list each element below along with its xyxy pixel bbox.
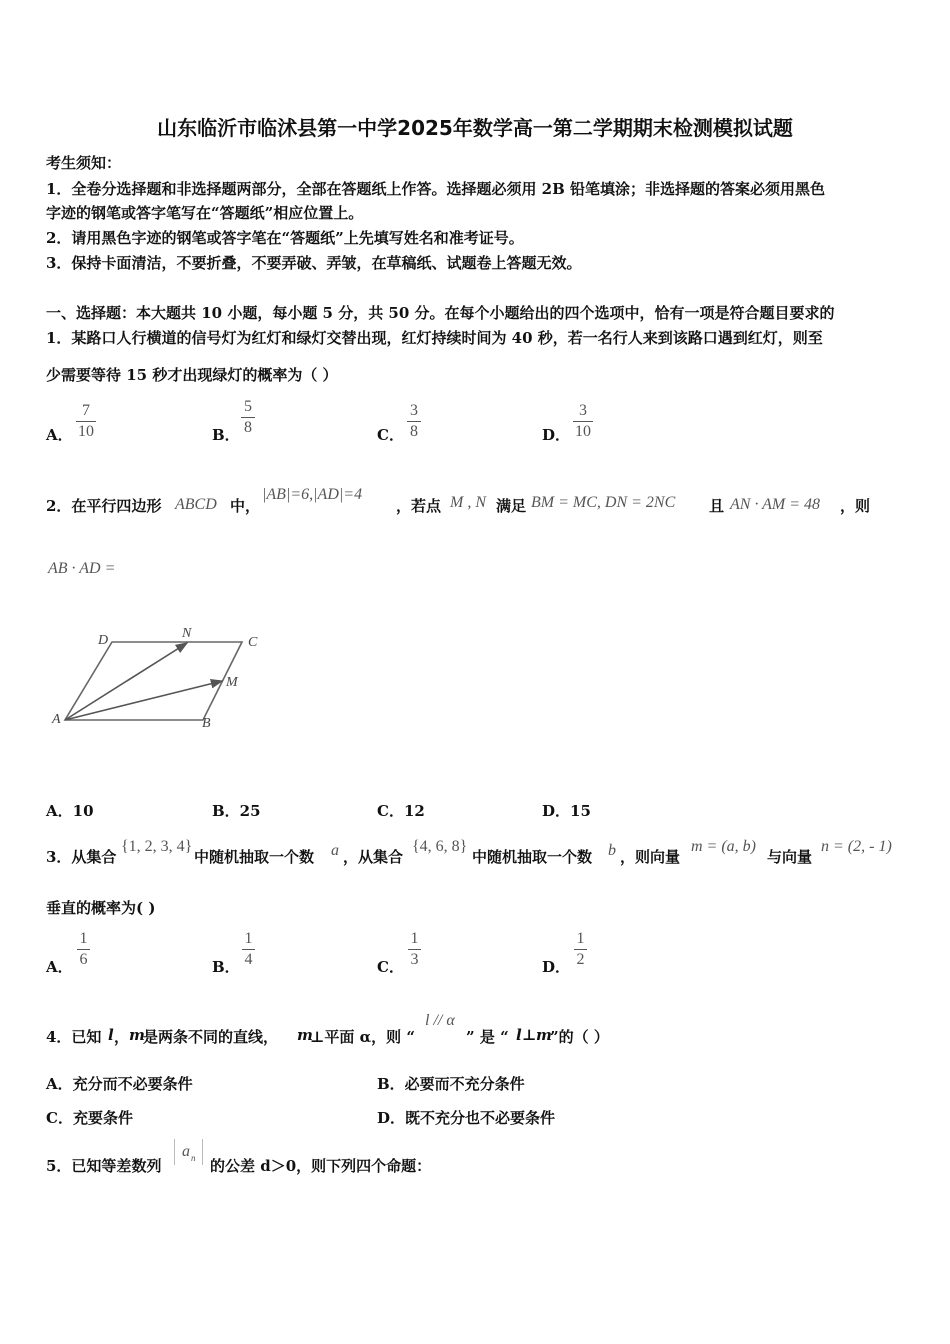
q2-lengths: |AB|=6,|AD|=4 [262,486,363,503]
q3-stem-text-4: 中随机抽取一个数 [472,848,593,866]
q4-line-l: l [108,1026,114,1044]
q2-option-c: C．12 [377,802,425,820]
q4-stem-text-4: ” 是 “ [466,1028,509,1046]
q4-stem-text-3: ⊥平面 α，则 “ [310,1028,416,1046]
q4-line-m: m [129,1026,145,1044]
label-c: C [248,635,258,650]
q4-line-l-2: l [516,1026,522,1044]
q3-option-b-label: B． [212,958,240,976]
q3-option-b-fraction: 1 4 [242,930,255,969]
q3-option-c-fraction: 1 3 [408,930,421,969]
q4-stem-text-2: 是两条不同的直线， [143,1028,279,1046]
q2-option-d: D．15 [542,802,591,820]
notice-line-1: 1．全卷分选择题和非选择题两部分，全部在答题纸上作答。选择题必须用 2B 铅笔填涂；非选择题的答案必须用黑色 [46,180,826,198]
q3-option-d-fraction: 1 2 [574,930,587,969]
q2-stem-text-3: ，若点 [396,497,442,515]
notice-line-3: 3．保持卡面清洁，不要折叠，不要弄破、弄皱，在草稿纸、试题卷上答题无效。 [46,254,582,272]
q4-option-d: D．既不充分也不必要条件 [377,1109,556,1127]
q2-option-a: A．10 [46,802,94,820]
q2-points: M , N [450,494,486,511]
q4-parallel-expression: l // α [425,1012,455,1029]
vector-an [65,643,187,720]
q3-set-b: {4, 6, 8} [412,838,468,855]
notice-heading: 考生须知： [46,154,122,172]
q3-set-a: {1, 2, 3, 4} [121,838,193,855]
q3-vector-m: m = (a, b) [691,838,757,855]
q1-option-a-fraction: 7 10 [78,402,94,440]
page-title: 山东临沂市临沭县第一中学2025年数学高一第二学期期末检测模拟试题 [157,116,793,140]
q3-stem-line-2: 垂直的概率为( ) [46,899,156,917]
q3-stem-text-6: 与向量 [767,848,813,866]
label-n: N [182,626,192,641]
q2-parallelogram-name: ABCD [175,496,217,513]
q2-stem-text-6: ，则 [840,497,871,515]
q1-option-d-label: D． [542,426,571,444]
q5-stem-text-2: 的公差 d＞0，则下列四个命题： [210,1157,432,1175]
q1-option-b-fraction: 5 8 [241,398,255,437]
q2-parallelogram-figure [40,620,270,735]
vector-am [65,681,222,720]
q2-stem-text-4: 满足 [496,497,527,515]
section-heading: 一、选择题：本大题共 10 小题，每小题 5 分，共 50 分。在每个小题给出的四个选项中，恰有一项是符合题目要求的 [46,304,835,322]
q4-perp: ⊥ [522,1026,537,1044]
q4-option-b: B．必要而不充分条件 [377,1075,525,1093]
q3-var-a: a [331,842,339,859]
q5-sequence: a n [174,1139,204,1169]
q2-stem-text-5: 且 [709,497,725,515]
notice-line-1-cont: 字迹的钢笔或答字笔写在“答题纸”相应位置上。 [46,204,364,222]
q4-comma: ， [114,1028,130,1046]
q5-stem-text-1: 5．已知等差数列 [46,1157,162,1175]
q1-stem-line-1: 1．某路口人行横道的信号灯为红灯和绿灯交替出现，红灯持续时间为 40 秒，若一名行人来到该路口遇到红灯，则至 [46,329,823,347]
parallelogram-outline [65,642,242,720]
label-a: A [52,712,61,727]
label-m: M [226,675,238,690]
q1-option-d-fraction: 3 10 [575,402,591,440]
q3-stem-text-2: 中随机抽取一个数 [194,848,315,866]
q4-line-m-3: m [536,1026,552,1044]
q2-stem-text-2: 中， [230,497,261,515]
q4-option-c: C．充要条件 [46,1109,133,1127]
q3-stem-text-5: ，则向量 [620,848,681,866]
q1-option-c-label: C． [377,426,404,444]
q1-option-a-label: A． [46,426,73,444]
q2-dot-product: AN · AM = 48 [730,496,821,513]
q4-stem-text-6: ”的（ ） [550,1028,609,1046]
q4-line-m-2: m [297,1026,313,1044]
q1-option-c-fraction: 3 8 [407,402,421,441]
q3-option-d-label: D． [542,958,571,976]
q3-option-c-label: C． [377,958,404,976]
q4-option-a: A．充分而不必要条件 [46,1075,193,1093]
q2-conditions: BM = MC, DN = 2NC [531,494,676,511]
q1-option-b-label: B． [212,426,240,444]
q2-option-b: B．25 [212,802,261,820]
label-b: B [202,716,211,731]
q3-option-a-label: A． [46,958,73,976]
q2-stem-text-1: 2．在平行四边形 [46,497,162,515]
q4-stem-text-1: 4．已知 [46,1028,102,1046]
label-d: D [98,633,109,648]
q3-stem-text-1: 3．从集合 [46,848,117,866]
q1-stem-line-2: 少需要等待 15 秒才出现绿灯的概率为（ ） [46,366,338,384]
q3-var-b: b [608,842,616,859]
q3-stem-text-3: ，从集合 [343,848,404,866]
q3-option-a-fraction: 1 6 [77,930,90,969]
q2-expression: AB · AD = [48,560,116,577]
q3-vector-n: n = (2, - 1) [821,838,892,855]
notice-line-2: 2．请用黑色字迹的钢笔或答字笔在“答题纸”上先填写姓名和准考证号。 [46,229,524,247]
